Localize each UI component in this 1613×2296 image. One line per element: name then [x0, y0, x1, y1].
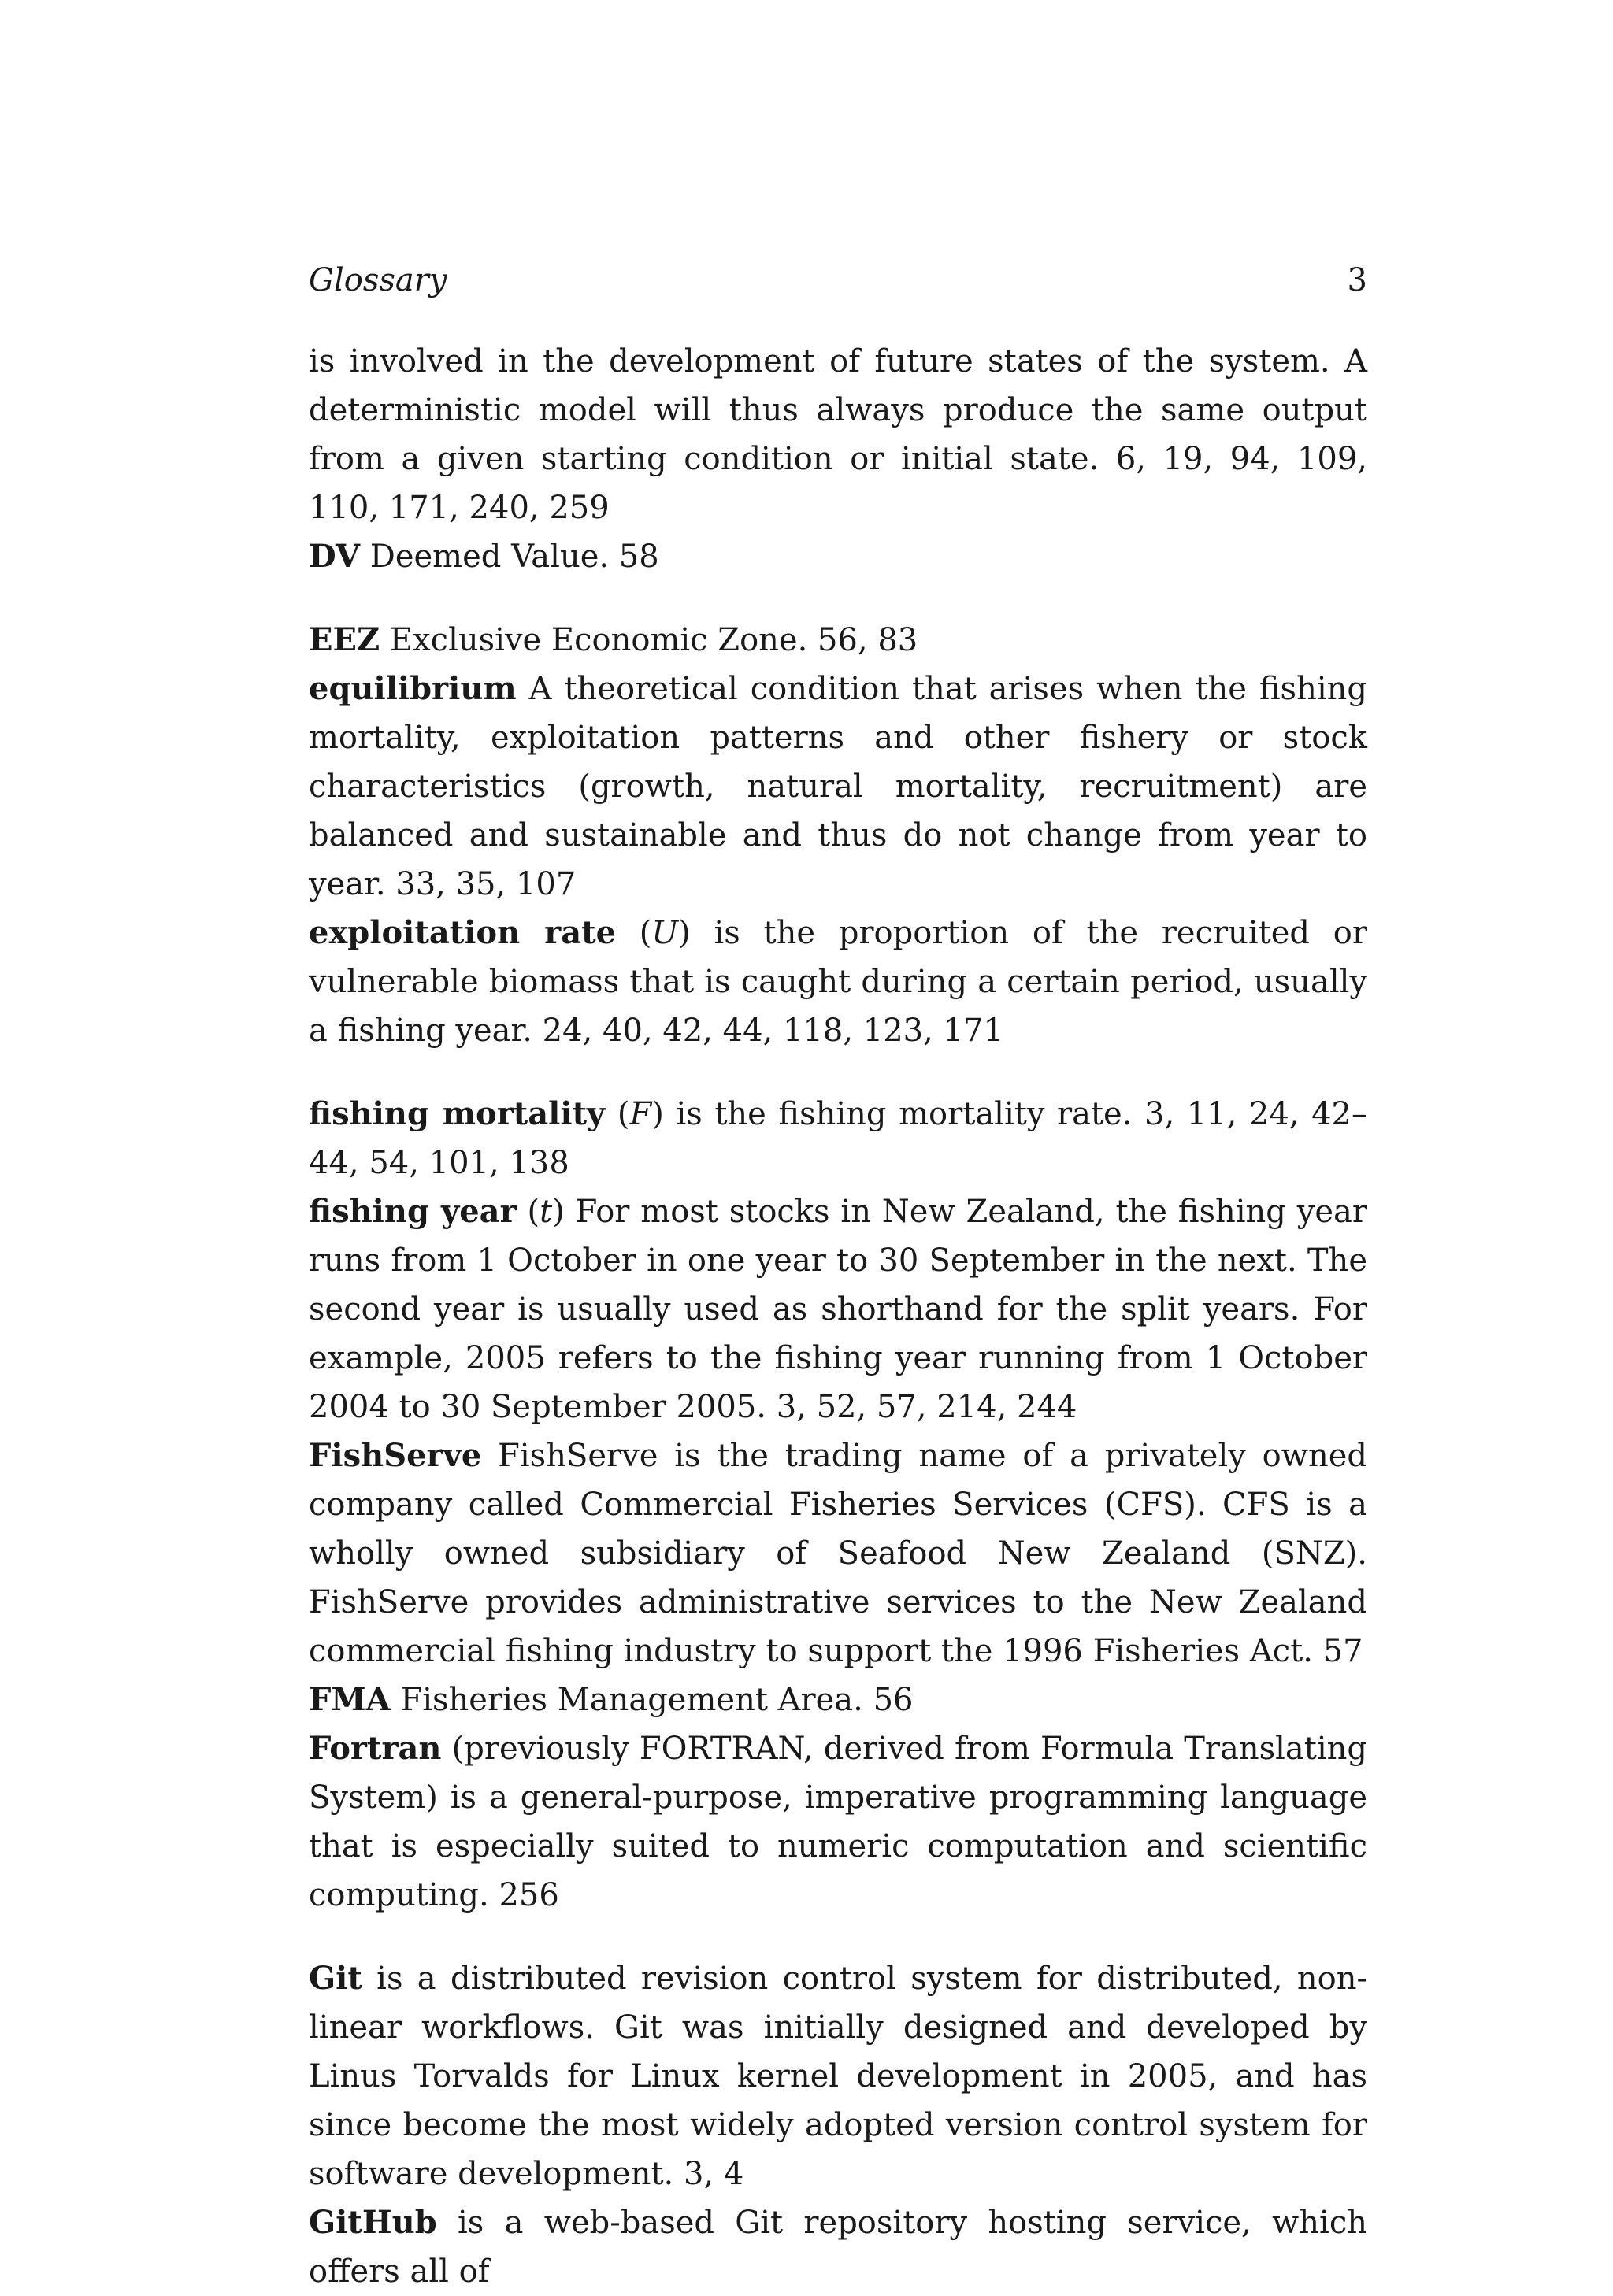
- page-number: 3: [1347, 262, 1367, 298]
- entry-term: exploitation rate: [309, 914, 617, 951]
- entry-term: fishing year: [309, 1193, 517, 1230]
- glossary-entry-fishing-year: fishing year (t) For most stocks in New Zealand, the fishing year runs from 1 October in one year to 30 September in the next. The second year is usually used as shorthand for the split years. For example, 2005 refers to the fishing year running from 1 October 2004 to 30 September 2005. 3, 52, 57, 214, 244: [309, 1193, 1367, 1425]
- glossary-entry-exploitation-rate: exploitation rate (U) is the proportion of the recruited or vulnerable biomass that is caught during a certain period, usually a fishing year. 24, 40, 42, 44, 118, 123, 171: [309, 914, 1367, 1049]
- entry-text: is the fishing mortality rate. 3, 11, 24, 42–44, 54, 101, 138: [309, 1096, 1367, 1181]
- entry-term: DV: [309, 538, 361, 575]
- glossary-entry-github: [309, 2198, 1367, 2296]
- entry-text: FishServe is the trading name of a privately owned company called Commercial Fisheries Services (CFS). CFS is a wholly owned subsidiary of Seafood New Zealand (SNZ). FishServe provides administrative services to the New Zealand commercial fishing industry to support the 1996 Fisheries Act. 57: [309, 1438, 1368, 1669]
- letter-group-gap: [309, 581, 1367, 616]
- entry-text: is a distributed revision control system for distributed, non-linear workflows. Git was initially designed and developed by Linus Torvalds for Linux kernel development in 2005, and has since become the most widely adopted version control system for software development. 3, 4: [309, 1961, 1367, 2192]
- entry-term: GitHub: [309, 2204, 437, 2241]
- glossary-entry-equilibrium: [309, 665, 1367, 909]
- entry-term: Fortran: [309, 1730, 442, 1767]
- glossary-entry-continuation: [309, 337, 1367, 532]
- entry-text: (previously FORTRAN, derived from Formula Translating System) is a general-purpose, imperative programming language that is especially suited to numeric computation and scientific computing. 256: [309, 1731, 1368, 1913]
- glossary-content: [309, 337, 1367, 2296]
- glossary-entry-fortran: [309, 1724, 1367, 1920]
- entry-symbol: t: [540, 1194, 553, 1230]
- entry-text: A theoretical condition that arises when the fishing mortality, exploitation patterns and other fishery or stock characteristics (growth, natural mortality, recruitment) are balanced and sustainable and thus do not change from year to year. 33, 35, 107: [309, 671, 1368, 902]
- entry-text: Deemed Value. 58: [369, 539, 659, 575]
- entry-text: Exclusive Economic Zone. 56, 83: [389, 622, 918, 658]
- letter-group-gap: [309, 1055, 1367, 1090]
- running-title: Glossary: [309, 262, 447, 298]
- glossary-entry-git: [309, 1954, 1367, 2198]
- entry-term: FishServe: [309, 1437, 482, 1474]
- entry-term: FMA: [309, 1681, 391, 1718]
- letter-group-gap: [309, 1920, 1367, 1954]
- entry-text: is a web-based Git repository hosting service, which offers all of: [309, 2205, 1367, 2290]
- glossary-entry-eez: [309, 616, 1367, 665]
- entry-term: fishing mortality: [309, 1095, 606, 1132]
- entry-term: Git: [309, 1960, 362, 1997]
- entry-symbol: U: [651, 915, 679, 951]
- entry-term: EEZ: [309, 621, 380, 658]
- page-header: [309, 258, 1367, 302]
- glossary-entry-dv: [309, 532, 1367, 581]
- entry-text: is the proportion of the recruited or vulnerable biomass that is caught during a certain period, usually a fishing year. 24, 40, 42, 44, 118, 123, 171: [309, 915, 1367, 1049]
- entry-text: Fisheries Management Area. 56: [400, 1682, 914, 1718]
- glossary-entry-fishing-mortality: fishing mortality (F) is the fishing mortality rate. 3, 11, 24, 42–44, 54, 101, 138: [309, 1095, 1367, 1181]
- entry-term: equilibrium: [309, 670, 517, 707]
- glossary-entry-fishserve: [309, 1431, 1367, 1676]
- entry-symbol: F: [629, 1096, 652, 1132]
- entry-text: is involved in the development of future states of the system. A deterministic model will thus always produce the same output from a given starting condition or initial state. 6, 19, 94, 109, 110, 171, 240, 259: [309, 343, 1367, 526]
- glossary-entry-fma: [309, 1676, 1367, 1724]
- entry-text: For most stocks in New Zealand, the fishing year runs from 1 October in one year to 30 September in the next. The second year is usually used as shorthand for the split years. For example, 2005 refers to the fishing year running from 1 October 2004 to 30 September 2005. 3, 52, 57, 214, 244: [309, 1194, 1367, 1425]
